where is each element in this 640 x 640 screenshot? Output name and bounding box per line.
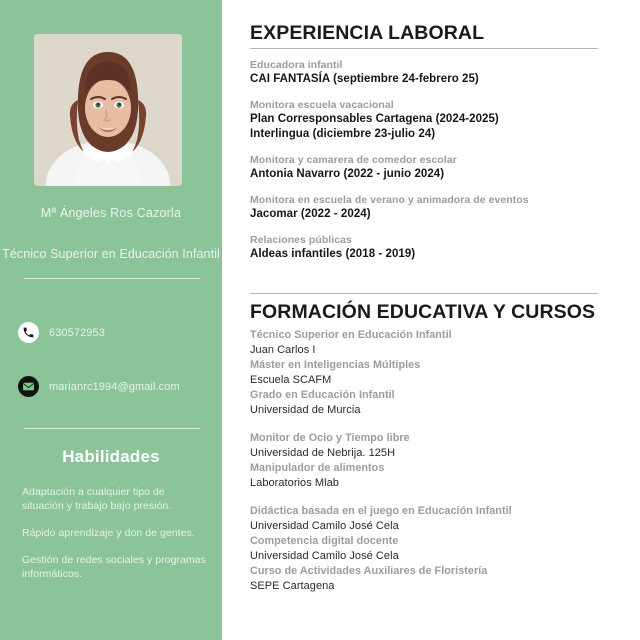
education-title: Máster en Inteligencias Múltiples: [250, 359, 421, 371]
list-item: [250, 58, 622, 87]
avatar: [34, 34, 182, 186]
sidebar-divider-top: [24, 278, 200, 279]
list-item: [250, 431, 622, 461]
list-item: [250, 388, 622, 418]
education-title: Grado en Educación Infantil: [250, 389, 395, 401]
person-name: Mª Ángeles Ros Cazorla: [40, 206, 182, 220]
list-item: [250, 358, 622, 388]
profile-photo-illustration: [34, 34, 182, 186]
list-item: [250, 153, 622, 182]
education-title: Técnico Superior en Educación Infantil: [250, 329, 452, 341]
job-org: Aldeas infantiles (2018 - 2019): [250, 248, 416, 260]
education-institution: Laboratorios Mlab: [250, 477, 339, 489]
list-item: [250, 233, 622, 262]
experience-heading: EXPERIENCIA LABORAL: [250, 22, 485, 44]
education-title: Monitor de Ocio y Tiempo libre: [250, 432, 410, 444]
experience-rule: [250, 48, 598, 49]
education-institution: Escuela SCAFM: [250, 374, 332, 386]
education-list: [250, 328, 622, 594]
job-org: CAI FANTASÍA (septiembre 24-febrero 25): [250, 73, 479, 85]
education-institution: SEPE Cartagena: [250, 580, 335, 592]
education-institution: Universidad Camilo José Cela: [250, 520, 399, 532]
education-title: Manipulador de alimentos: [250, 462, 385, 474]
list-item: Adaptación a cualquier tipo de situación y trabajo bajo presión.: [22, 486, 172, 512]
phone-text: 630572953: [49, 326, 105, 339]
list-item: [250, 328, 622, 358]
list-item: [250, 461, 622, 491]
contact-phone[interactable]: [18, 322, 105, 343]
list-item: Gestión de redes sociales y programas informáticos.: [22, 554, 206, 580]
job-role: Monitora en escuela de verano y animadora de eventos: [250, 194, 529, 206]
phone-icon: [18, 322, 39, 343]
education-institution: Juan Carlos I: [250, 344, 316, 356]
job-role: Monitora escuela vacacional: [250, 99, 394, 111]
experience-list: [250, 58, 622, 273]
job-org: Plan Corresponsables Cartagena (2024-2025): [250, 113, 499, 125]
list-item: [250, 564, 622, 594]
education-title: Curso de Actividades Auxiliares de Floristería: [250, 565, 488, 577]
education-institution: Universidad Camilo José Cela: [250, 550, 399, 562]
job-role: Monitora y camarera de comedor escolar: [250, 154, 457, 166]
job-role: Educadora infantil: [250, 59, 343, 71]
job-org-secondary: Interlingua (diciembre 23-julio 24): [250, 128, 436, 140]
list-item: [250, 534, 622, 564]
contact-email[interactable]: [18, 376, 180, 397]
email-text: marianrc1994@gmail.com: [49, 380, 180, 393]
sidebar-divider-bottom: [24, 428, 200, 429]
skills-list: [22, 485, 208, 594]
list-item: [250, 98, 622, 142]
job-role: Relaciones públicas: [250, 234, 352, 246]
skills-title: Habilidades: [62, 447, 160, 466]
list-item: Rápido aprendizaje y don de gentes.: [22, 527, 195, 539]
job-org: Antonia Navarro (2022 - junio 2024): [250, 168, 445, 180]
person-role: Técnico Superior en Educación Infantil: [2, 247, 220, 261]
education-rule: [250, 293, 598, 294]
job-org: Jacomar (2022 - 2024): [250, 208, 371, 220]
education-title: Competencia digital docente: [250, 535, 399, 547]
education-institution: Universidad de Nebrija. 125H: [250, 447, 396, 459]
list-item: [250, 504, 622, 534]
education-title: Didáctica basada en el juego en Educación Infantil: [250, 505, 512, 517]
envelope-icon: [18, 376, 39, 397]
list-item: [250, 193, 622, 222]
education-institution: Universidad de Murcia: [250, 404, 361, 416]
education-heading: FORMACIÓN EDUCATIVA Y CURSOS: [250, 301, 596, 323]
main-column: [222, 0, 640, 640]
sidebar: [0, 0, 222, 640]
